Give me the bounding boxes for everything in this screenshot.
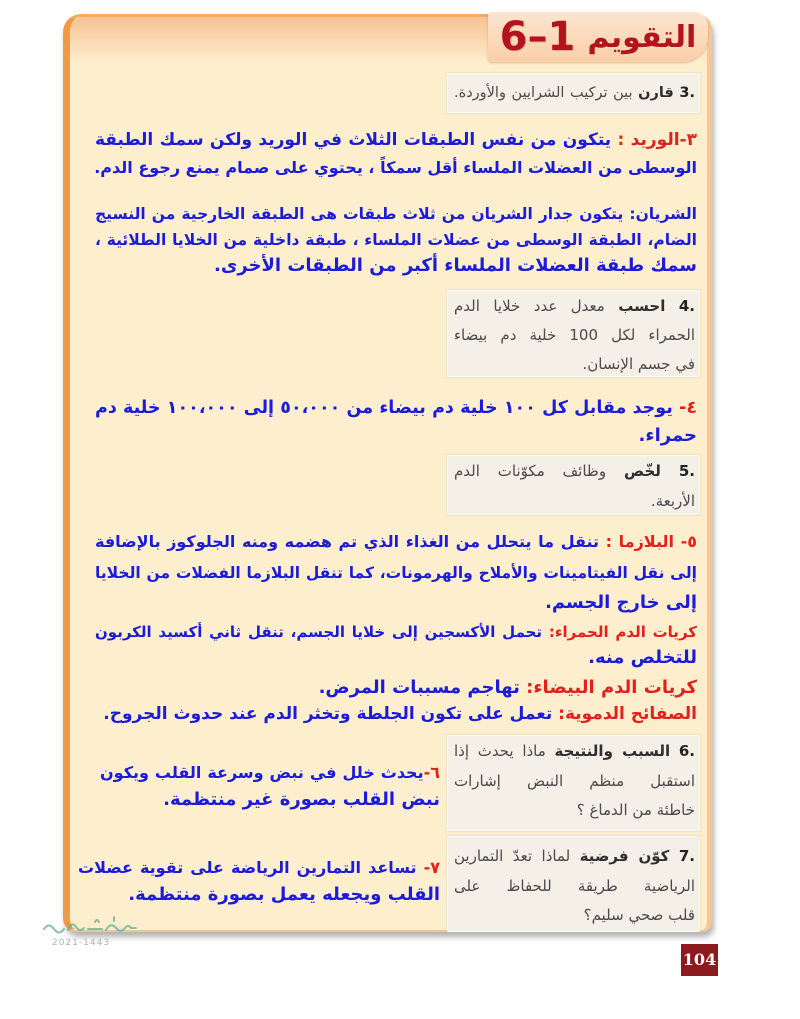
answer-3-artery-line-1: الشريان: يتكون جدار الشريان من ثلاث طبقات هى الطبقة الخارجية من النسيج: [95, 205, 697, 223]
answer-7-label: ٧-: [423, 858, 440, 877]
section-title: [488, 12, 708, 62]
answer-6-label: ٦-: [423, 763, 440, 782]
answer-3-line-1: [95, 126, 697, 154]
question-number: 5.: [678, 462, 695, 480]
question-7-box: [447, 836, 700, 932]
question-verb: كوّن فرضية: [579, 847, 670, 865]
question-5-line-2: الأربعة.: [650, 492, 695, 510]
answer-5-plasma-label: ٥- البلازما :: [605, 532, 698, 551]
answer-4-line-2: حمراء.: [638, 425, 697, 446]
answer-5-red-cells-line-2: للتخلص منه.: [588, 647, 697, 668]
answer-5-plasma-line-2: إلى نقل الفيتامينات والأملاح والهرمونات، كما تنقل البلازما الفضلات من الخلايا: [95, 564, 697, 582]
answer-7-line-1: [78, 854, 440, 882]
question-6-box: [447, 735, 700, 831]
answer-7-line-2: القلب ويجعله يعمل بصورة منتظمة.: [128, 884, 440, 905]
answer-3-label: ٣-الوريد :: [617, 130, 697, 150]
question-3-box: [447, 73, 700, 113]
question-3-line-1: [454, 79, 695, 108]
answer-text: يوجد مقابل كل ١٠٠ خلية دم بيضاء من ٥٠،٠٠٠ إلى ١٠٠،٠٠٠ خلية دم: [95, 398, 673, 418]
question-text: وظائف مكوّنات الدم: [454, 462, 607, 480]
answer-3-artery-line-2: الضام، الطبقة الوسطى من عضلات الملساء ، طبقة داخلية من الخلايا الطلائية ،: [95, 231, 697, 249]
answer-6-line-2: نبض القلب بصورة غير منتظمة.: [163, 789, 440, 810]
question-text: معدل عدد خلايا الدم: [454, 297, 605, 315]
question-7-line-3: قلب صحي سليم؟: [583, 906, 695, 924]
question-verb: لخّص: [624, 462, 661, 480]
question-5-line-1: [454, 457, 695, 486]
answer-text: تحمل الأكسجين إلى خلايا الجسم، تنقل ثاني أكسيد الكربون: [95, 623, 543, 641]
question-7-line-1: [454, 842, 695, 871]
answer-text: تساعد التمارين الرياضة على تقوية عضلات: [78, 858, 417, 877]
section-title-number: 6–1: [499, 14, 576, 60]
question-4-line-3: في جسم الإنسان.: [582, 355, 695, 373]
answer-text: تهاجم مسببات المرض.: [318, 677, 520, 698]
question-6-line-1: [454, 737, 695, 766]
answer-5-white-cells-line: [95, 674, 697, 702]
question-6-line-2: استقبل منظم النبض إشارات: [454, 772, 695, 790]
answer-4-label: ٤-: [679, 398, 698, 418]
question-text: بين تركيب الشرايين والأوردة.: [454, 85, 633, 101]
question-text: ماذا يحدث إذا: [454, 742, 546, 760]
page-number: 104: [681, 944, 718, 976]
answer-text: تنقل ما يتحلل من الغذاء الذي تم هضمه ومنه الجلوكوز بالإضافة: [95, 532, 600, 551]
question-verb: قارن: [638, 85, 674, 101]
question-verb: السبب والنتيجة: [554, 742, 671, 760]
answer-3-line-2: الوسطى من العضلات الملساء أقل سمكاً ، يحتوي على صمام يمنع رجوع الدم.: [94, 158, 697, 177]
question-6-line-3: خاطئة من الدماغ ؟: [576, 801, 695, 819]
question-4-line-2: الحمراء لكل 100 خلية دم بيضاء: [454, 326, 695, 344]
answer-text: يحدث خلل في نبض وسرعة القلب ويكون: [100, 763, 424, 782]
question-verb: احسب: [618, 297, 666, 315]
question-4-box: [447, 290, 700, 377]
answer-3-artery-line-3: سمك طبقة العضلات الملساء أكبر من الطبقات الأخرى.: [214, 255, 697, 276]
watermark-logo: [40, 914, 144, 938]
answer-5-platelets-line: [95, 700, 697, 728]
answer-6-line-1: [100, 759, 440, 787]
question-number: 3.: [679, 85, 695, 101]
answer-5-plasma-line-1: [95, 528, 697, 556]
answer-5-plasma-line-3: إلى خارج الجسم.: [545, 592, 697, 613]
question-text: لماذا تعدّ التمارين: [454, 847, 571, 865]
answer-text: تعمل على تكون الجلطة وتخثر الدم عند حدوث الجروح.: [103, 704, 553, 724]
answer-5-red-cells-line-1: [95, 618, 697, 646]
answer-4-line-1: [95, 394, 697, 422]
watermark-year: 2021-1443: [52, 938, 111, 948]
question-4-line-1: [454, 292, 695, 321]
answer-5-platelets-label: الصفائح الدموية:: [558, 704, 697, 724]
question-number: 6.: [678, 742, 695, 760]
answer-text: يتكون من نفس الطبقات الثلاث في الوريد ولكن سمك الطبقة: [95, 130, 612, 150]
question-7-line-2: الرياضية طريقة للحفاظ على: [454, 877, 695, 895]
question-number: 4.: [678, 297, 695, 315]
section-title-word: التقويم: [587, 19, 697, 55]
answer-5-red-cells-label: كريات الدم الحمراء:: [548, 623, 697, 641]
question-5-box: [447, 455, 700, 515]
answer-5-white-cells-label: كريات الدم البيضاء:: [526, 677, 697, 698]
question-number: 7.: [678, 847, 695, 865]
